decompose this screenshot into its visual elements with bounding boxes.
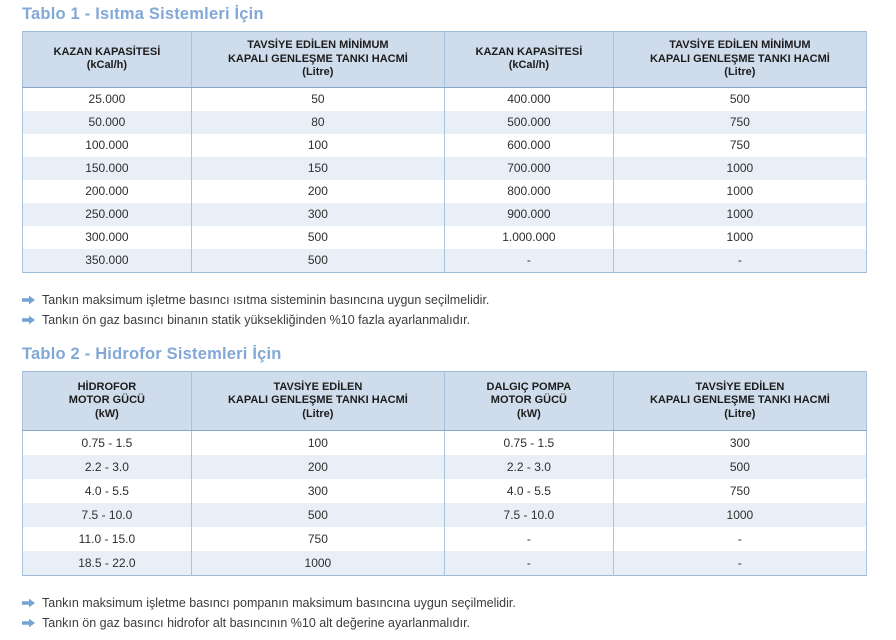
table-cell: 11.0 - 15.0: [23, 527, 192, 551]
arrow-right-icon: [22, 295, 35, 305]
table-row: [23, 203, 867, 226]
table-cell: 25.000: [23, 87, 192, 111]
table2-header-submersible-pump-motor-power: [444, 371, 613, 431]
header-line: KAPALI GENLEŞME TANKI HACMİ: [227, 52, 408, 65]
table-cell: 750: [613, 111, 866, 134]
table-cell: 900.000: [444, 203, 613, 226]
header-line: TAVSİYE EDİLEN: [273, 380, 363, 393]
table-cell: 600.000: [444, 134, 613, 157]
table-cell: 500: [613, 87, 866, 111]
table-cell: 350.000: [23, 249, 192, 273]
table-row: [23, 503, 867, 527]
header-line: KAPALI GENLEŞME TANKI HACMİ: [649, 52, 830, 65]
header-line: (Litre): [302, 407, 334, 420]
table-row: [23, 111, 867, 134]
table-cell: 700.000: [444, 157, 613, 180]
table-cell: 100: [191, 431, 444, 456]
table1-notes: [22, 292, 874, 328]
note-line: [22, 595, 874, 611]
table-cell: 0.75 - 1.5: [444, 431, 613, 456]
header-line: (Litre): [302, 66, 334, 78]
header-line: (kW): [94, 407, 119, 420]
header-line: (Litre): [724, 66, 756, 78]
table-cell: 300: [191, 203, 444, 226]
table-cell: 300.000: [23, 226, 192, 249]
table-cell: 4.0 - 5.5: [23, 479, 192, 503]
table-cell: 1000: [191, 551, 444, 576]
table-cell: 500: [613, 455, 866, 479]
header-line: (kCal/h): [508, 59, 550, 72]
arrow-right-icon: [22, 618, 35, 628]
table-cell: 150.000: [23, 157, 192, 180]
table-row: [23, 226, 867, 249]
header-line: KAZAN KAPASİTESİ: [53, 45, 161, 58]
table-cell: 200.000: [23, 180, 192, 203]
table2-header-hydrophore-motor-power: [23, 371, 192, 431]
header-line: (kCal/h): [86, 59, 128, 72]
table-cell: 800.000: [444, 180, 613, 203]
table-cell: 1000: [613, 503, 866, 527]
table-cell: 200: [191, 455, 444, 479]
header-line: MOTOR GÜCÜ: [68, 394, 145, 406]
header-line: (Litre): [724, 407, 756, 420]
header-line: (kW): [516, 407, 541, 420]
note-text: Tankın maksimum işletme basıncı pompanın maksimum basıncına uygun seçilmelidir.: [42, 596, 516, 610]
table1-header-tank-volume-left: [191, 32, 444, 88]
table-cell: 0.75 - 1.5: [23, 431, 192, 456]
table-cell: 200: [191, 180, 444, 203]
table-cell: 80: [191, 111, 444, 134]
note-line: [22, 292, 874, 308]
table2-header-tank-volume-right: [613, 371, 866, 431]
header-line: HİDROFOR: [77, 380, 137, 393]
table-cell: 750: [613, 134, 866, 157]
header-line: TAVSİYE EDİLEN: [695, 380, 785, 393]
header-line: KAZAN KAPASİTESİ: [475, 45, 583, 58]
table-cell: 250.000: [23, 203, 192, 226]
header-line: DALGIÇ POMPA: [486, 380, 572, 393]
table-cell: 1000: [613, 157, 866, 180]
table-cell: 1000: [613, 226, 866, 249]
table2-title: Tablo 2 - Hidrofor Sistemleri İçin: [22, 344, 282, 363]
table-cell: 7.5 - 10.0: [444, 503, 613, 527]
note-text: Tankın ön gaz basıncı hidrofor alt basıncının %10 alt değerine ayarlanmalıdır.: [42, 616, 471, 630]
table2-notes: [22, 595, 874, 631]
table-cell: 750: [613, 479, 866, 503]
arrow-right-icon: [22, 315, 35, 325]
table-cell: 4.0 - 5.5: [444, 479, 613, 503]
table1-header-row: [23, 32, 867, 88]
table-row: [23, 551, 867, 576]
table-cell: -: [444, 527, 613, 551]
table-cell: 750: [191, 527, 444, 551]
table-row: [23, 249, 867, 273]
table-cell: 100: [191, 134, 444, 157]
arrow-right-icon: [22, 598, 35, 608]
table-cell: 400.000: [444, 87, 613, 111]
table1-header-boiler-capacity-right: [444, 32, 613, 88]
table-cell: 1.000.000: [444, 226, 613, 249]
table1-title: Tablo 1 - Isıtma Sistemleri İçin: [22, 5, 264, 23]
table-row: [23, 134, 867, 157]
table-cell: 500.000: [444, 111, 613, 134]
table-cell: 2.2 - 3.0: [444, 455, 613, 479]
table-cell: -: [613, 527, 866, 551]
table-cell: 1000: [613, 180, 866, 203]
table2-hydrophore-systems: [22, 371, 867, 577]
header-line: KAPALI GENLEŞME TANKI HACMİ: [649, 394, 830, 406]
header-line: KAPALI GENLEŞME TANKI HACMİ: [227, 394, 408, 406]
table-cell: 300: [191, 479, 444, 503]
table-cell: 1000: [613, 203, 866, 226]
table-row: [23, 431, 867, 456]
table-cell: 150: [191, 157, 444, 180]
note-text: Tankın ön gaz basıncı binanın statik yüksekliğinden %10 fazla ayarlanmalıdır.: [42, 312, 471, 327]
table1-header-tank-volume-right: [613, 32, 866, 88]
table-cell: 500: [191, 226, 444, 249]
table-cell: 500: [191, 503, 444, 527]
table2-header-row: [23, 371, 867, 431]
header-line: MOTOR GÜCÜ: [490, 394, 567, 406]
table-cell: 2.2 - 3.0: [23, 455, 192, 479]
note-line: [22, 312, 874, 328]
table1-header-boiler-capacity-left: [23, 32, 192, 88]
note-text: Tankın maksimum işletme basıncı ısıtma sisteminin basıncına uygun seçilmelidir.: [42, 292, 490, 307]
table-row: [23, 527, 867, 551]
table-cell: 7.5 - 10.0: [23, 503, 192, 527]
table-cell: 18.5 - 22.0: [23, 551, 192, 576]
table-row: [23, 87, 867, 111]
table-cell: -: [613, 249, 866, 273]
table-cell: 100.000: [23, 134, 192, 157]
table-cell: -: [613, 551, 866, 576]
table-cell: 300: [613, 431, 866, 456]
table2-header-tank-volume-left: [191, 371, 444, 431]
table-row: [23, 479, 867, 503]
table-cell: -: [444, 249, 613, 273]
note-line: [22, 615, 874, 631]
table1-heating-systems: [22, 31, 867, 273]
table-row: [23, 455, 867, 479]
table-cell: -: [444, 551, 613, 576]
table-row: [23, 180, 867, 203]
header-line: TAVSİYE EDİLEN MİNİMUM: [247, 39, 389, 51]
header-line: TAVSİYE EDİLEN MİNİMUM: [669, 39, 811, 51]
table-cell: 50: [191, 87, 444, 111]
table-cell: 50.000: [23, 111, 192, 134]
table-row: [23, 157, 867, 180]
table-cell: 500: [191, 249, 444, 273]
